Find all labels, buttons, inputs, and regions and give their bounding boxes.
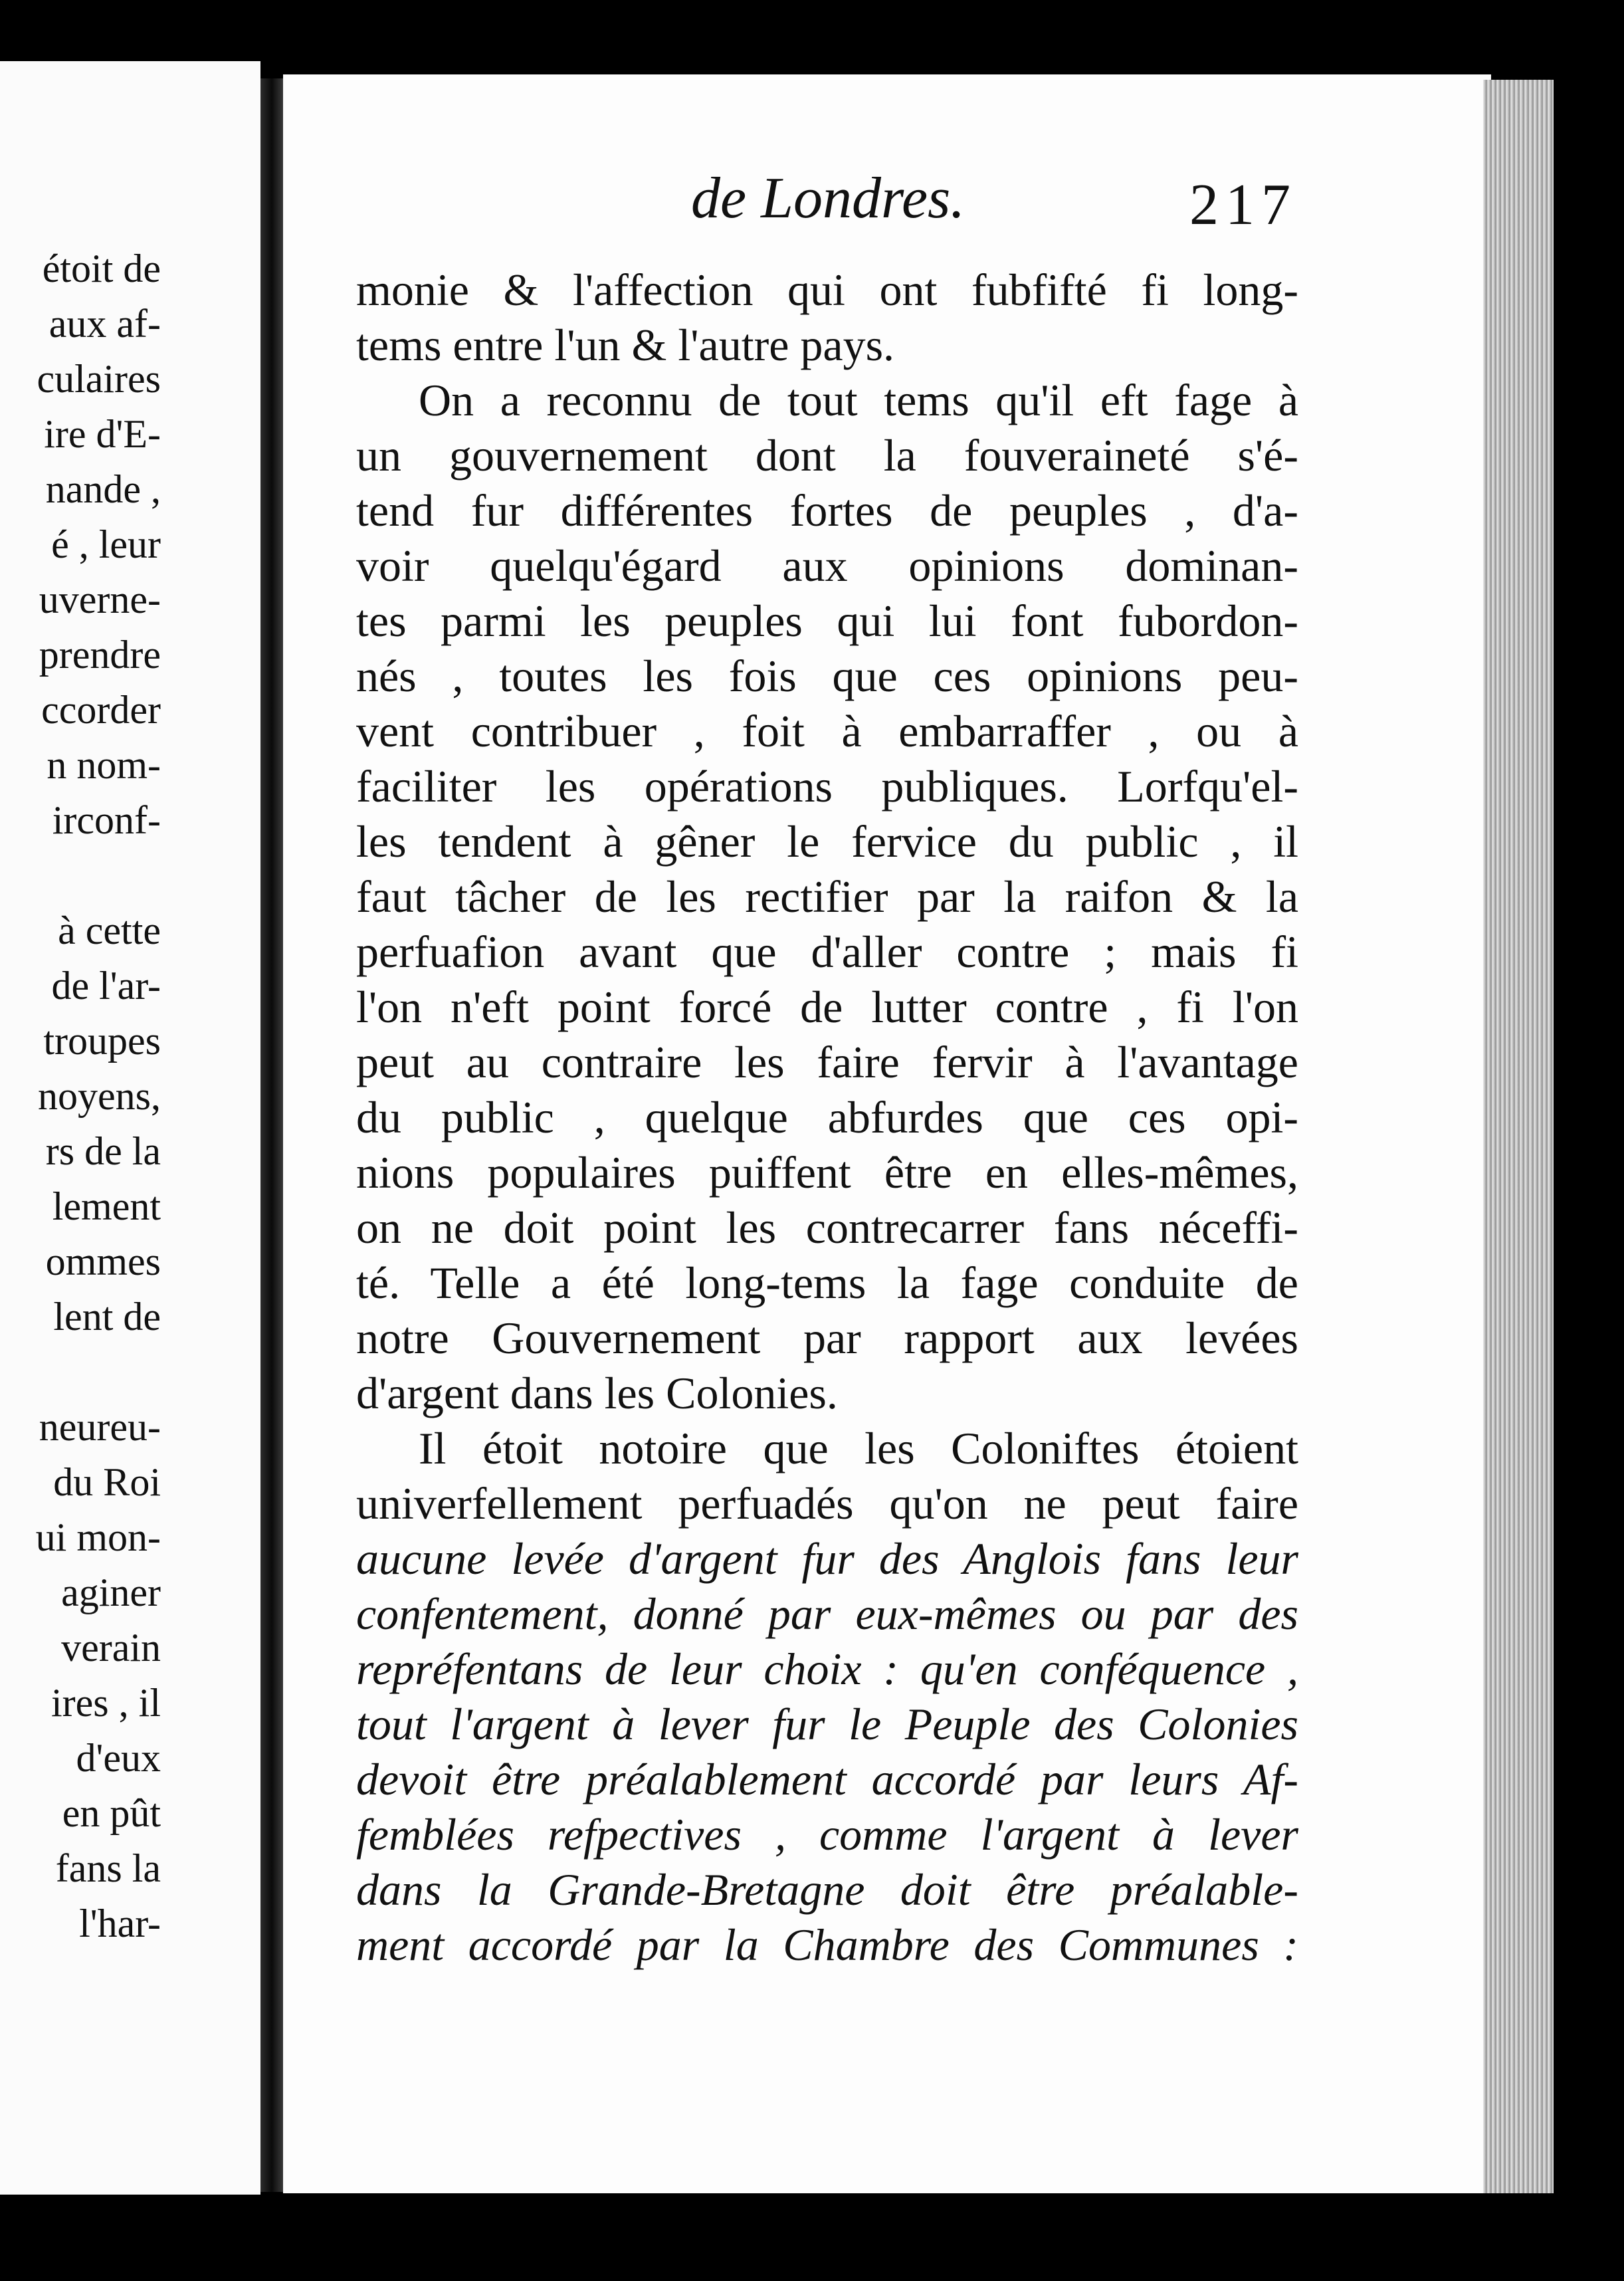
text-line: On a reconnu de tout tems qu'il eft fage à — [419, 375, 1298, 425]
left-text-line: irconf- — [52, 798, 161, 842]
left-text-line: prendre — [39, 633, 161, 677]
left-text-line: fans la — [55, 1846, 161, 1890]
left-text-line: de l'ar- — [51, 964, 161, 1008]
text-line: un gouvernement dont la fouveraineté s'é- — [356, 430, 1298, 481]
left-text-line: ires , il — [51, 1681, 161, 1725]
text-line: faciliter les opérations publiques. Lorfqu'el- — [356, 761, 1298, 812]
text-line: l'on n'eft point forcé de lutter contre , fi l'on — [356, 982, 1298, 1032]
text-line: nés , toutes les fois que ces opinions peu- — [356, 651, 1298, 701]
text-line: voir quelqu'égard aux opinions dominan- — [356, 540, 1298, 591]
left-text-line: culaires — [37, 357, 161, 401]
text-line: tems entre l'un & l'autre pays. — [356, 320, 895, 370]
left-text-line: troupes — [43, 1019, 161, 1063]
text-line: devoit être préalablement accordé par leurs Af- — [356, 1754, 1298, 1804]
text-line: femblées refpectives , comme l'argent à lever — [356, 1809, 1298, 1860]
running-head: de Londres. — [691, 166, 965, 231]
text-line: repréfentans de leur choix : qu'en conféquence , — [356, 1644, 1298, 1694]
left-facing-page — [0, 61, 260, 2195]
text-line: monie & l'affection qui ont fubfifté fi long- — [356, 265, 1298, 315]
text-line: aucune levée d'argent fur des Anglois fans leur — [356, 1533, 1298, 1584]
book-gutter — [260, 78, 283, 2192]
left-text-line: lement — [52, 1184, 161, 1228]
text-line: tend fur différentes fortes de peuples , d'a- — [356, 485, 1298, 536]
left-text-line: d'eux — [76, 1736, 161, 1780]
body-text — [356, 263, 1298, 1973]
left-text-line: n nom- — [47, 743, 161, 787]
left-text-line: é , leur — [51, 522, 161, 566]
text-line: du public , quelque abfurdes que ces opi- — [356, 1092, 1298, 1142]
left-text-line: étoit de — [42, 247, 161, 290]
left-text-line: uverne- — [39, 578, 161, 621]
left-text-line: en pût — [62, 1791, 161, 1835]
text-line: les tendent à gêner le fervice du public , il — [356, 816, 1298, 867]
left-text-line: rs de la — [45, 1129, 161, 1173]
text-line: univerfellement perfuadés qu'on ne peut faire — [356, 1478, 1298, 1529]
text-line: confentement, donné par eux-mêmes ou par des — [356, 1588, 1298, 1639]
text-line: faut tâcher de les rectifier par la raifon & la — [356, 871, 1298, 922]
left-text-line: verain — [61, 1626, 161, 1670]
text-line: on ne doit point les contrecarrer fans néceffi- — [356, 1202, 1298, 1253]
text-line: d'argent dans les Colonies. — [356, 1368, 838, 1418]
page-edge — [1483, 80, 1554, 2193]
text-line: peut au contraire les faire fervir à l'avantage — [356, 1037, 1298, 1087]
text-line: notre Gouvernement par rapport aux levées — [356, 1313, 1298, 1363]
left-text-line: ccorder — [41, 688, 161, 732]
text-line: tout l'argent à lever fur le Peuple des Colonies — [356, 1699, 1298, 1749]
left-text-line: aginer — [61, 1571, 161, 1614]
text-line: té. Telle a été long-tems la fage conduite de — [356, 1257, 1298, 1308]
left-text-line: noyens, — [38, 1074, 161, 1118]
left-text-line: l'har- — [79, 1901, 161, 1945]
left-text-line: lent de — [53, 1295, 161, 1339]
text-line: perfuafion avant que d'aller contre ; mais fi — [356, 926, 1298, 977]
text-line: nions populaires puiffent être en elles-mêmes, — [356, 1147, 1298, 1198]
left-text-line: aux af- — [49, 302, 161, 346]
left-text-line: du Roi — [53, 1460, 161, 1504]
text-line: Il étoit notoire que les Coloniftes étoient — [419, 1423, 1298, 1473]
left-text-line: à cette — [58, 909, 161, 952]
text-line: ment accordé par la Chambre des Communes : — [356, 1919, 1298, 1970]
left-text-line: ommes — [45, 1240, 161, 1283]
page-number: 217 — [1189, 173, 1297, 237]
text-line: dans la Grande-Bretagne doit être préalable- — [356, 1864, 1298, 1915]
left-text-line: ui mon- — [35, 1515, 161, 1559]
text-line: vent contribuer , foit à embarraffer , ou à — [356, 706, 1298, 756]
text-line: tes parmi les peuples qui lui font fubordon- — [356, 596, 1298, 646]
left-text-line: nande , — [45, 467, 161, 511]
left-text-line: ire d'E- — [44, 412, 161, 456]
left-text-line: neureu- — [39, 1405, 161, 1449]
